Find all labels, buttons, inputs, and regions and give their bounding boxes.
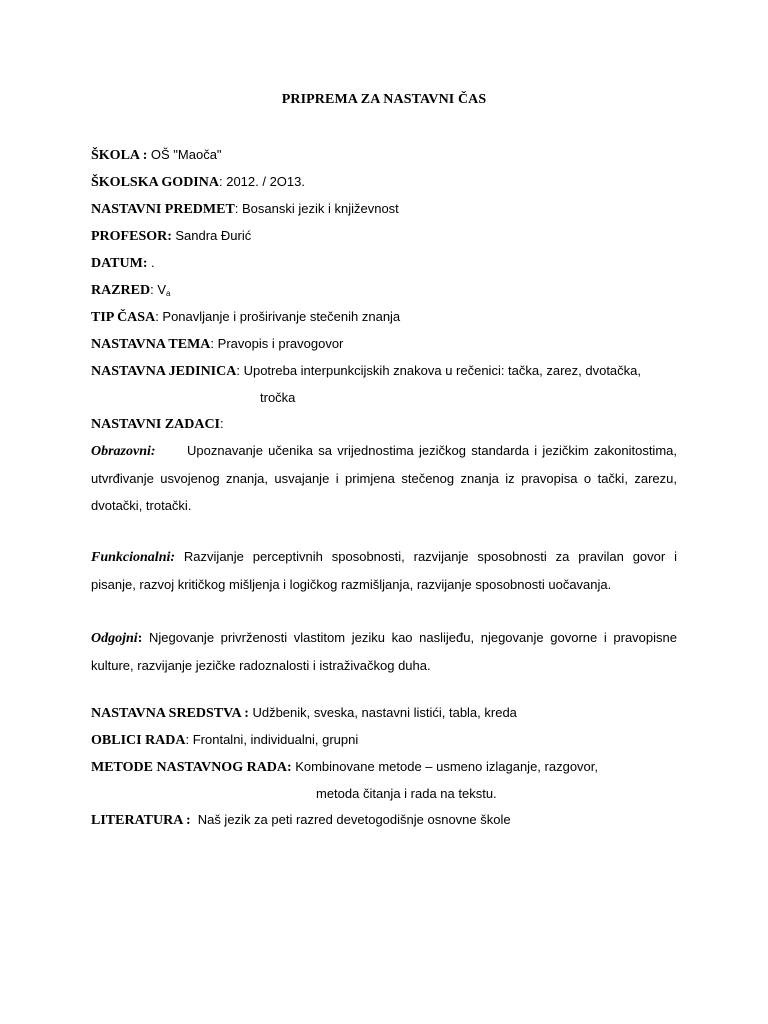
field-jedinica (91, 363, 641, 380)
field-label: NASTAVNA TEMA (91, 337, 211, 352)
document-title: PRIPREMA ZA NASTAVNI ČAS (281, 92, 487, 107)
paragraph-text: Razvijanje perceptivnih sposobnosti, razvijanje sposobnosti za pravilan govor i pisanje, razvoj kritičkog mišljenja i logičkog razmišljanja, razvijanje sposobnosti uočavanja. (91, 549, 677, 592)
field-label: ŠKOLSKA GODINA (91, 175, 219, 190)
field-label: NASTAVNA JEDINICA (91, 364, 237, 379)
field-profesor (91, 228, 251, 245)
field-label: DATUM: (91, 256, 148, 271)
paragraph-label: Odgojni (91, 631, 138, 646)
paragraph-text: Njegovanje privrženosti vlastitom jeziku kao naslijeđu, njegovanje govorne i pravopisne kulture, razvijanje jezičke radoznalosti i istraživačkog duha. (91, 630, 677, 673)
field-label: TIP ČASA (91, 310, 156, 325)
field-value: Sandra Đurić (175, 228, 252, 243)
paragraph-odgojni (91, 624, 677, 679)
paragraph-funkcionalni (91, 543, 677, 598)
field-razred (91, 282, 170, 299)
field-metode-continuation: metoda čitanja i rada na tekstu. (316, 786, 497, 801)
field-value: : Upotreba interpunkcijskih znakova u rečenici: tačka, zarez, dvotačka, (236, 363, 642, 378)
field-label: OBLICI RADA (91, 733, 186, 748)
field-value: : Frontalni, individualni, grupni (185, 732, 359, 747)
field-label: METODE NASTAVNOG RADA: (91, 760, 292, 775)
field-literatura (91, 812, 511, 829)
paragraph-text: Upoznavanje učenika sa vrijednostima jezičkog standarda i jezičkim zakonitostima, utvrđivanje usvojenog znanja, usvajanje i primjena stečenog znanja iz pravopisa o tački, zarezu, dvotački, trotački. (91, 443, 677, 513)
field-tema (91, 336, 343, 353)
field-label: RAZRED (91, 283, 151, 298)
field-label: ŠKOLA : (91, 148, 148, 163)
field-jedinica-continuation: tročka (260, 390, 296, 405)
field-value: Naš jezik za peti razred devetogodišnje osnovne škole (197, 812, 511, 827)
paragraph-label-colon: : (137, 631, 143, 646)
field-godina (91, 174, 305, 191)
field-value: : (220, 416, 224, 431)
paragraph-obrazovni (91, 437, 677, 519)
field-value: : Ponavljanje i proširivanje stečenih znanja (155, 309, 401, 324)
field-value: : Bosanski jezik i književnost (234, 201, 399, 216)
field-predmet (91, 201, 399, 218)
field-zadaci (91, 416, 224, 433)
field-sredstva (91, 705, 517, 722)
field-value: Udžbenik, sveska, nastavni listići, tabla, kreda (252, 705, 517, 720)
field-datum (91, 255, 155, 272)
field-value: : V (150, 282, 167, 297)
field-label: NASTAVNA SREDSTVA : (91, 706, 249, 721)
field-value: OŠ "Maoča" (150, 147, 222, 162)
field-label: NASTAVNI ZADACI (91, 417, 221, 432)
field-value: : 2012. / 2O13. (218, 174, 305, 189)
field-skola (91, 147, 222, 164)
field-value: : Pravopis i pravogovor (210, 336, 344, 351)
field-tip-casa (91, 309, 400, 326)
field-subscript: a (166, 289, 171, 298)
field-value: Kombinovane metode – usmeno izlaganje, razgovor, (295, 759, 598, 774)
field-oblici-rada (91, 732, 358, 749)
field-value: . (151, 255, 155, 270)
field-label: PROFESOR: (91, 229, 172, 244)
field-metode (91, 759, 598, 776)
paragraph-label: Obrazovni: (91, 444, 156, 459)
paragraph-label: Funkcionalni: (91, 550, 176, 565)
field-label: LITERATURA : (91, 813, 191, 828)
field-label: NASTAVNI PREDMET (91, 202, 235, 217)
